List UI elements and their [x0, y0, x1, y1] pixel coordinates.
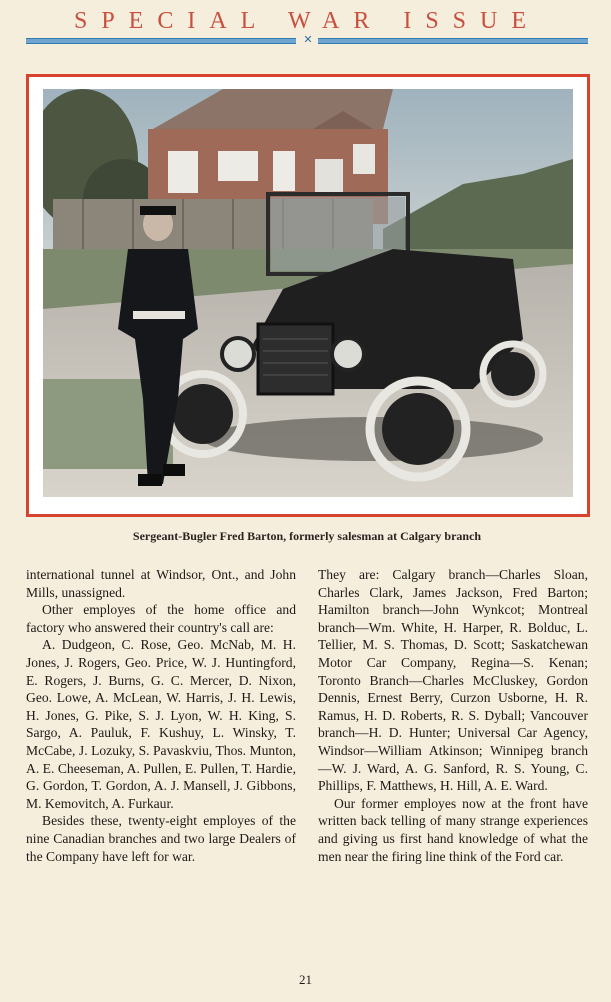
- paragraph: They are: Calgary branch—Charles Sloan, Charles Clark, James Jackson, Fred Barton; Hamilton branch—John Wynkcot; Montreal branch—Wm. White, H. Harper, R. Bolduc, L. Tellier, M. S. Thomas, D. Scott; Saskatchewan Motor Car Company, Regina—S. Kenan; Toronto Branch—Charles McCluskey, Gordon Dennis, Ernest Berry, Curzon Usborne, H. R. Ramus, H. D. Roberts, R. S. Dyball; Vancouver branch—H. D. Hunter; Universal Car Agency, Windsor—William Atkinson; Winnipeg branch—W. J. Ward, A. G. Sanford, R. S. Young, C. Phillips, F. Matthews, H. Hill, A. E. Ward.: [318, 567, 588, 794]
- ornament-icon: ✕: [303, 33, 313, 46]
- paragraph: Our former employes now at the front have written back telling of many strange experiences and giving us first hand knowledge of what the men near the firing line think of the Ford car.: [318, 795, 588, 864]
- text-column-right: [318, 566, 588, 865]
- photo-illustration: [43, 89, 573, 497]
- header-rule: [26, 33, 588, 46]
- header-rule-right: [318, 38, 588, 44]
- photo-caption: Sergeant-Bugler Fred Barton, formerly salesman at Calgary branch: [132, 529, 482, 543]
- paragraph: Besides these, twenty-eight employes of the nine Canadian branches and two large Dealers of the Company have left for war.: [26, 813, 296, 864]
- paragraph: Other employes of the home office and factory who answered their country's call are:: [26, 602, 296, 635]
- header-rule-left: [26, 38, 296, 44]
- photo-frame: [26, 74, 590, 517]
- paragraph: A. Dudgeon, C. Rose, Geo. McNab, M. H. Jones, J. Rogers, Geo. Price, W. J. Huntingford, E. Rogers, J. Burns, G. C. Mercer, D. Nixon, Geo. Lowe, A. McLean, W. Harris, J. H. Lewis, H. Jones, G. Pike, S. J. Lyon, W. H. King, S. Sargo, A. Pauluk, F. Kushuy, L. Winsky, T. McCabe, J. Lozuky, S. Pavaskviu, Thos. Munton, A. E. Cheeseman, A. Pullen, E. Pullen, T. Hardie, G. Gordon, T. Gordon, A. J. Mansell, J. Gibbons, M. Kemovitch, A. Furkaur.: [26, 637, 296, 811]
- photograph: [43, 89, 573, 497]
- page-number: 21: [299, 972, 312, 987]
- text-column-left: [26, 566, 296, 865]
- paragraph: international tunnel at Windsor, Ont., and John Mills, unassigned.: [26, 567, 296, 600]
- page-header-title: SPECIAL WAR ISSUE: [73, 8, 541, 34]
